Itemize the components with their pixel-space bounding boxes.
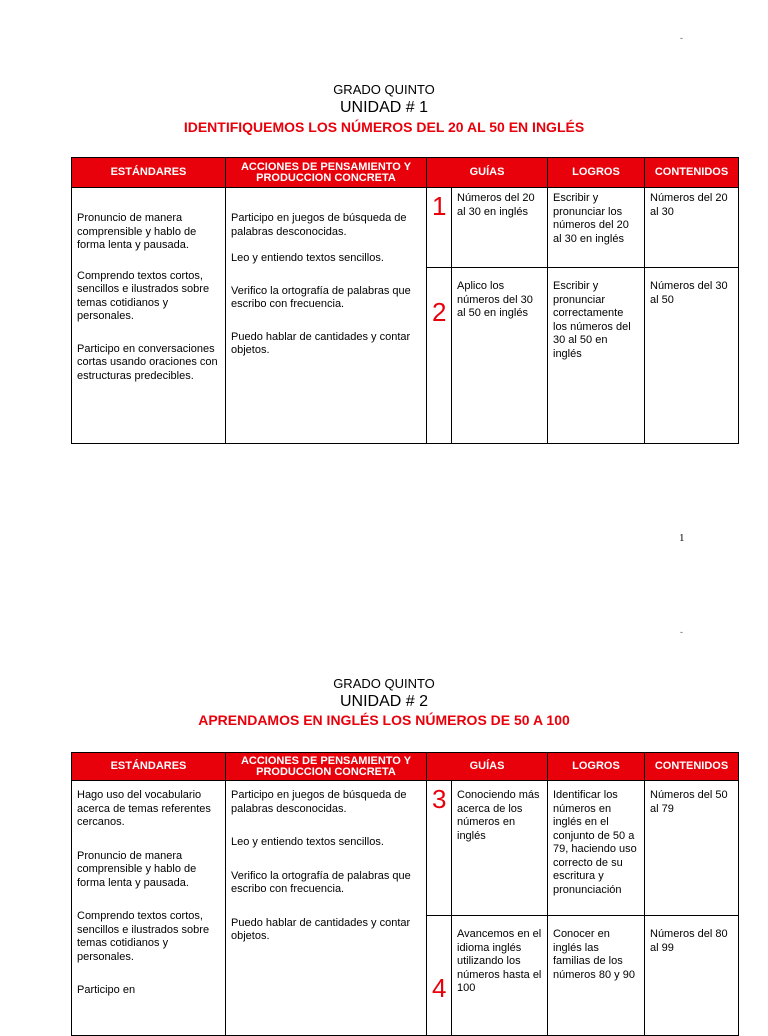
accion-item: Verifico la ortografía de palabras que escribo con frecuencia.	[231, 284, 411, 310]
header-mark: -	[680, 627, 683, 637]
unit-subtitle: APRENDAMOS EN INGLÉS LOS NÚMEROS DE 50 A 100	[198, 712, 570, 728]
page-number: 1	[679, 532, 685, 544]
estandar-item: Pronuncio de manera comprensible y hablo de forma lenta y pausada.	[77, 212, 197, 251]
guide-number: 3	[427, 781, 452, 916]
accion-item: Puedo hablar de cantidades y contar objetos.	[231, 916, 411, 942]
acciones-cell	[226, 781, 427, 1036]
contenido-cell: Números del 20 al 30	[645, 188, 739, 268]
estandares-cell	[72, 781, 226, 1036]
header-mark: -	[680, 33, 683, 43]
estandar-item: Pronuncio de manera comprensible y hablo de forma lenta y pausada.	[77, 849, 197, 889]
curriculum-table	[71, 752, 739, 1036]
estandar-item: Hago uso del vocabulario acerca de temas referentes cercanos.	[77, 789, 211, 828]
guide-number: 1	[427, 188, 452, 268]
logro-cell: Escribir y pronunciar los números del 20 al 30 en inglés	[548, 188, 645, 268]
acciones-cell	[226, 188, 427, 444]
table-row	[72, 781, 739, 916]
estandar-item: Participo en conversaciones cortas usando oraciones con estructuras predecibles.	[77, 342, 218, 382]
table-header-row	[72, 753, 739, 781]
contenido-cell: Números del 80 al 99	[645, 916, 739, 1036]
contenido-cell: Números del 50 al 79	[645, 781, 739, 916]
guide-cell: Aplico los números del 30 al 50 en inglés	[452, 268, 548, 444]
guide-cell: Conociendo más acerca de los números en inglés	[452, 781, 548, 916]
estandar-item: Comprendo textos cortos, sencillos e ilustrados sobre temas cotidianos y personales.	[77, 269, 210, 322]
grade-label: GRADO QUINTO	[333, 82, 435, 97]
header-estandares: ESTÁNDARES	[72, 158, 226, 188]
guide-number: 4	[427, 916, 452, 1036]
header-guias: GUÍAS	[427, 158, 548, 188]
contenido-cell: Números del 30 al 50	[645, 268, 739, 444]
accion-item: Leo y entiendo textos sencillos.	[231, 252, 384, 264]
table-row	[72, 188, 739, 268]
header-estandares: ESTÁNDARES	[72, 753, 226, 781]
header-logros: LOGROS	[548, 753, 645, 781]
header-contenidos: CONTENIDOS	[645, 753, 739, 781]
guide-cell: Avancemos en el idioma inglés utilizando los números hasta el 100	[452, 916, 548, 1036]
header-acciones: ACCIONES DE PENSAMIENTO Y PRODUCCION CONCRETA	[226, 158, 427, 188]
curriculum-table	[71, 157, 739, 444]
estandares-cell	[72, 188, 226, 444]
unit-subtitle: IDENTIFIQUEMOS LOS NÚMEROS DEL 20 AL 50 EN INGLÉS	[183, 119, 585, 135]
accion-item: Puedo hablar de cantidades y contar objetos.	[231, 330, 411, 356]
unit-title: UNIDAD # 1	[339, 99, 429, 116]
unit-title: UNIDAD # 2	[339, 693, 429, 710]
header-acciones: ACCIONES DE PENSAMIENTO Y PRODUCCION CONCRETA	[226, 753, 427, 781]
estandar-item: Comprendo textos cortos, sencillos e ilustrados sobre temas cotidianos y personales.	[77, 910, 210, 963]
logro-cell: Conocer en inglés las familias de los números 80 y 90	[548, 916, 645, 1036]
accion-item: Participo en juegos de búsqueda de palabras desconocidas.	[231, 212, 407, 238]
guide-cell: Números del 20 al 30 en inglés	[452, 188, 548, 268]
logro-cell: Escribir y pronunciar correctamente los números del 30 al 50 en inglés	[548, 268, 645, 444]
grade-label: GRADO QUINTO	[333, 676, 435, 691]
header-logros: LOGROS	[548, 158, 645, 188]
accion-item: Verifico la ortografía de palabras que escribo con frecuencia.	[231, 869, 411, 895]
logro-cell: Identificar los números en inglés en el conjunto de 50 a 79, haciendo uso correcto de su escritura y pronunciación	[548, 781, 645, 916]
table-header-row	[72, 158, 739, 188]
header-guias: GUÍAS	[427, 753, 548, 781]
estandar-item: Participo en	[77, 984, 136, 996]
accion-item: Leo y entiendo textos sencillos.	[231, 836, 384, 848]
header-contenidos: CONTENIDOS	[645, 158, 739, 188]
guide-number: 2	[427, 268, 452, 444]
accion-item: Participo en juegos de búsqueda de palabras desconocidas.	[231, 789, 407, 815]
